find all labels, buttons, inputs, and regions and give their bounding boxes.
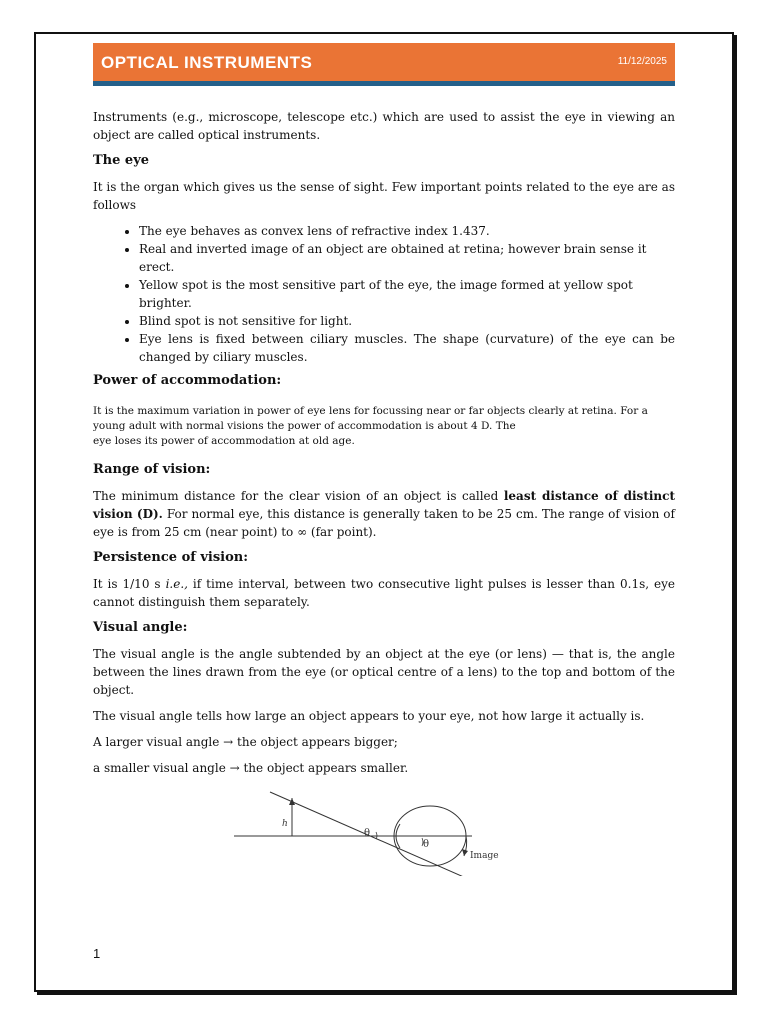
list-item: • Blind spot is not sensitive for light. [139, 312, 675, 330]
document-title: OPTICAL INSTRUMENTS [101, 53, 313, 72]
heading-visual-angle: Visual angle: [93, 620, 188, 635]
visual-angle-diagram [230, 786, 510, 876]
visual-paragraph-1: The visual angle is the angle subtended by an object at the eye (or lens) — that is, the angle between the lines drawn from the eye (or optical centre of a lens) to the top and bottom of the object. [93, 647, 675, 697]
image-arrow-head [462, 849, 468, 856]
heading-the-eye: The eye [93, 153, 150, 168]
persistence-italic: i.e., [165, 577, 188, 591]
heading-power-of-accommodation: Power of accommodation: [93, 373, 282, 388]
list-item: • Eye lens is fixed between ciliary muscles. The shape (curvature) of the eye can be changed by ciliary muscles. [139, 330, 675, 366]
document-date: 11/12/2025 [617, 56, 667, 67]
header-bar [93, 43, 675, 86]
visual-paragraph-4: a smaller visual angle → the object appears smaller. [93, 761, 409, 775]
intro-paragraph: Instruments (e.g., microscope, telescope etc.) which are used to assist the eye in viewing an object are called optical instruments. [93, 110, 675, 142]
visual-paragraph-2: The visual angle tells how large an object appears to your eye, not how large it actually is. [93, 709, 645, 723]
list-item: • The eye behaves as convex lens of refractive index 1.437. [139, 222, 675, 240]
range-bold-term: least distance of distinct vision (D). [93, 489, 675, 521]
label-h: h [282, 819, 288, 829]
visual-paragraph-3: A larger visual angle → the object appears bigger; [93, 735, 398, 749]
eye-points-list [93, 222, 675, 366]
range-text-b: For normal eye, this distance is generally taken to be 25 cm. The range of vision of eye is from 25 cm (near point) to ∞ (far point). [93, 507, 675, 539]
range-text-a: The minimum distance for the clear vision of an object is called [93, 489, 504, 503]
persistence-text-a: It is 1/10 s [93, 577, 166, 591]
heading-range-of-vision: Range of vision: [93, 462, 211, 477]
persistence-text-b: if time interval, between two consecutive light pulses is lesser than 0.1s, eye cannot distinguish them separately. [93, 577, 676, 609]
list-item: • Real and inverted image of an object are obtained at retina; however brain sense it erect. [139, 240, 675, 276]
accommodation-paragraph-2: eye loses its power of accommodation at old age. [93, 435, 355, 447]
list-item: • Yellow spot is the most sensitive part of the eye, the image formed at yellow spot brighter. [139, 276, 675, 312]
document-body [93, 108, 675, 785]
label-theta-2: θ [423, 839, 430, 850]
persistence-paragraph [93, 575, 675, 611]
label-image: Image [470, 851, 499, 861]
page-number: 1 [93, 946, 101, 961]
heading-persistence-of-vision: Persistence of vision: [93, 550, 249, 565]
accommodation-paragraph-1: It is the maximum variation in power of eye lens for focussing near or far objects clearly at retina. For a young adult with normal visions the power of accommodation is about 4 D. The [93, 405, 648, 432]
eye-paragraph: It is the organ which gives us the sense of sight. Few important points related to the eye are as follows [93, 180, 675, 212]
range-paragraph [93, 487, 675, 541]
label-theta-1: θ [364, 828, 371, 839]
